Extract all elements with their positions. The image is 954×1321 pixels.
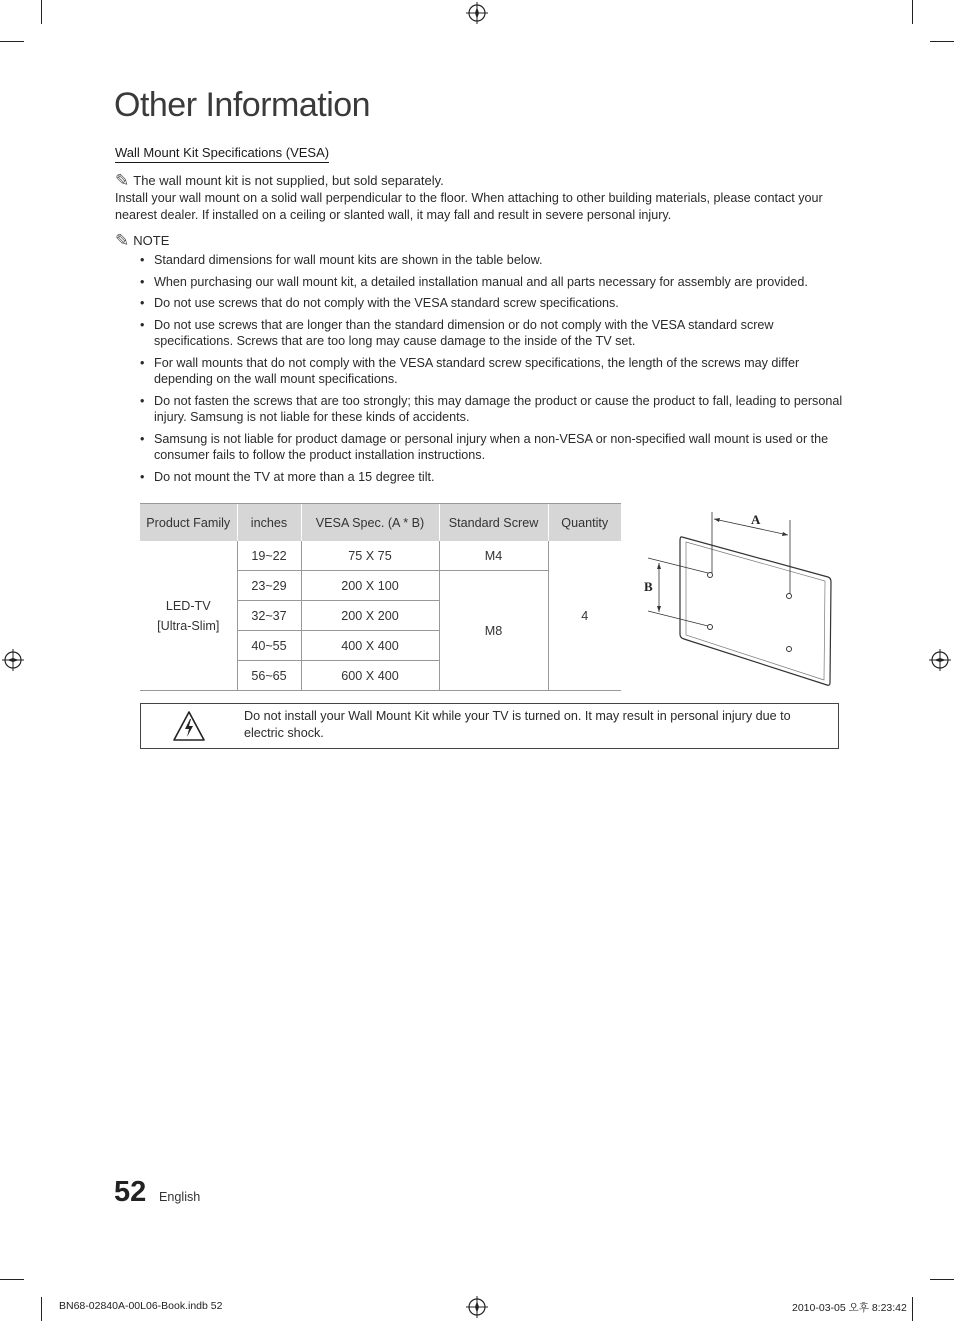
crop-mark [0, 41, 24, 42]
crop-mark [0, 1279, 24, 1280]
electric-shock-warning-icon [171, 709, 207, 743]
crop-mark [41, 1297, 42, 1321]
inches-cell: 32~37 [237, 601, 301, 631]
crop-mark [930, 41, 954, 42]
vesa-cell: 200 X 200 [301, 601, 439, 631]
inches-cell: 23~29 [237, 571, 301, 601]
crop-mark [930, 1279, 954, 1280]
screw-cell: M8 [439, 571, 548, 691]
inches-cell: 40~55 [237, 631, 301, 661]
product-family-subtype: [Ultra-Slim] [157, 618, 220, 633]
page-language: English [159, 1190, 201, 1204]
section-heading: Wall Mount Kit Specifications (VESA) [115, 145, 329, 163]
list-item: • Samsung is not liable for product damage or personal injury when a non-VESA or non-specified wall mount is used or the consumer fails to follow the product installation instructions. [139, 431, 843, 464]
crop-mark [41, 0, 42, 24]
registration-mark-icon [2, 649, 24, 671]
column-header: inches [237, 504, 301, 542]
registration-mark-icon [466, 2, 488, 24]
vesa-cell: 400 X 400 [301, 631, 439, 661]
table-header-row [140, 504, 621, 542]
column-header: VESA Spec. (A * B) [301, 504, 439, 542]
crop-mark [912, 0, 913, 24]
dimension-a-label: A [751, 512, 761, 527]
warning-text: Do not install your Wall Mount Kit while your TV is turned on. It may result in personal injury due to electric shock. [244, 709, 791, 740]
column-header: Product Family [140, 504, 237, 542]
product-family-name: LED-TV [165, 598, 211, 613]
list-item: • Do not use screws that do not comply with the VESA standard screw specifications. [139, 295, 843, 312]
list-item: • When purchasing our wall mount kit, a detailed installation manual and all parts necessary for assembly are provided. [139, 274, 843, 291]
note-not-supplied [115, 171, 444, 191]
table-row [140, 541, 621, 571]
warning-box [140, 703, 839, 749]
column-header: Quantity [548, 504, 621, 542]
dimension-b-label: B [644, 579, 653, 594]
note-heading [115, 231, 169, 251]
list-item: • Do not fasten the screws that are too strongly; this may damage the product or cause the product to fall, leading to personal injury. Samsung is not liable for these kinds of accidents. [139, 393, 843, 426]
pencil-note-icon: ✎ [115, 171, 130, 190]
list-item: • Standard dimensions for wall mount kits are shown in the table below. [139, 252, 843, 269]
tv-wall-mount-diagram [640, 505, 840, 690]
page-title: Other Information [114, 86, 371, 124]
product-family-cell [140, 541, 237, 691]
inches-cell: 19~22 [237, 541, 301, 571]
crop-mark [912, 1297, 913, 1321]
vesa-cell: 600 X 400 [301, 661, 439, 691]
print-timestamp: 2010-03-05 오후 8:23:42 [792, 1302, 907, 1314]
registration-mark-icon [929, 649, 951, 671]
list-item: • For wall mounts that do not comply with the VESA standard screw specifications, the length of the screws may differ depending on the wall mount specifications. [139, 355, 843, 388]
inches-cell: 56~65 [237, 661, 301, 691]
pencil-note-icon: ✎ [115, 231, 130, 250]
list-item: • Do not use screws that are longer than the standard dimension or do not comply with the VESA standard screw specifications. Screws that are too long may cause damage to the inside of the TV set. [139, 317, 843, 350]
list-item: • Do not mount the TV at more than a 15 degree tilt. [139, 469, 843, 486]
vesa-spec-table [140, 503, 621, 691]
note-label: NOTE [133, 233, 170, 248]
install-paragraph: Install your wall mount on a solid wall perpendicular to the floor. When attaching to other building materials, please contact your nearest dealer. If installed on a ceiling or slanted wall, it may fall and result in severe personal injury. [115, 191, 823, 222]
print-file-info: BN68-02840A-00L06-Book.indb 52 [59, 1300, 223, 1312]
registration-mark-icon [466, 1296, 488, 1318]
vesa-cell: 200 X 100 [301, 571, 439, 601]
quantity-cell: 4 [548, 541, 621, 691]
screw-cell: M4 [439, 541, 548, 571]
note-text: The wall mount kit is not supplied, but sold separately. [133, 173, 444, 188]
page-number: 52 [114, 1176, 147, 1208]
column-header: Standard Screw [439, 504, 548, 542]
vesa-cell: 75 X 75 [301, 541, 439, 571]
note-bullet-list [139, 252, 843, 490]
